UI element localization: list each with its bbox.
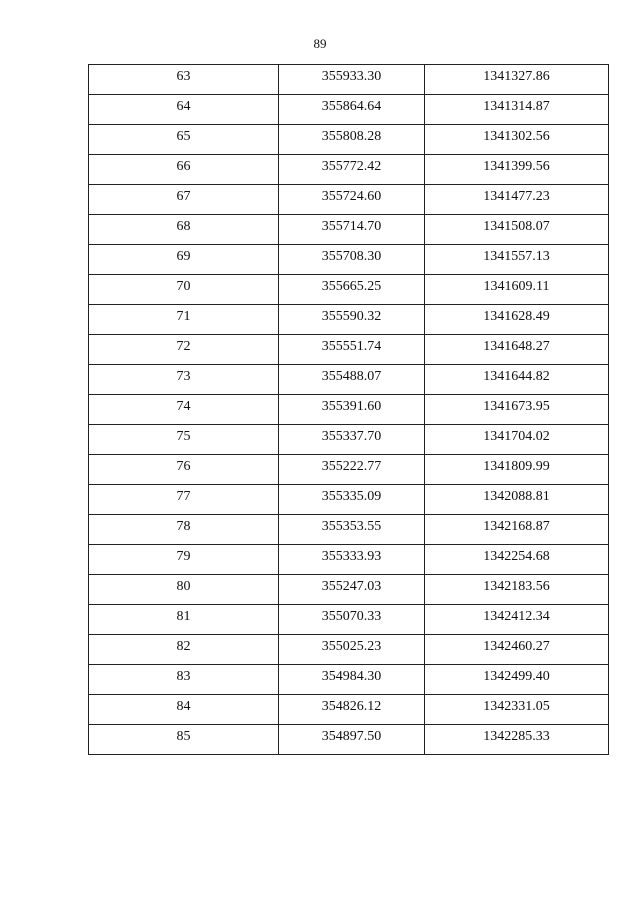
y-coordinate-cell: 1341302.56 [425,125,609,155]
point-number-cell: 75 [89,425,279,455]
point-number-cell: 69 [89,245,279,275]
y-coordinate-cell: 1342183.56 [425,575,609,605]
x-coordinate-cell: 354984.30 [279,665,425,695]
point-number-cell: 80 [89,575,279,605]
point-number-cell: 65 [89,125,279,155]
table-row [89,125,609,155]
x-coordinate-cell: 355333.93 [279,545,425,575]
point-number-cell: 74 [89,395,279,425]
y-coordinate-cell: 1341609.11 [425,275,609,305]
point-number-cell: 82 [89,635,279,665]
y-coordinate-cell: 1341557.13 [425,245,609,275]
point-number-cell: 63 [89,65,279,95]
table-row [89,455,609,485]
point-number-cell: 70 [89,275,279,305]
x-coordinate-cell: 355724.60 [279,185,425,215]
x-coordinate-cell: 355772.42 [279,155,425,185]
point-number-cell: 77 [89,485,279,515]
table-body [89,65,609,755]
table-row [89,605,609,635]
x-coordinate-cell: 354897.50 [279,725,425,755]
x-coordinate-cell: 355335.09 [279,485,425,515]
x-coordinate-cell: 355353.55 [279,515,425,545]
y-coordinate-cell: 1341399.56 [425,155,609,185]
y-coordinate-cell: 1342168.87 [425,515,609,545]
point-number-cell: 83 [89,665,279,695]
x-coordinate-cell: 355864.64 [279,95,425,125]
y-coordinate-cell: 1341673.95 [425,395,609,425]
point-number-cell: 68 [89,215,279,245]
x-coordinate-cell: 354826.12 [279,695,425,725]
coordinates-table [88,64,609,755]
y-coordinate-cell: 1341477.23 [425,185,609,215]
table-row [89,545,609,575]
table-row [89,485,609,515]
y-coordinate-cell: 1341314.87 [425,95,609,125]
table-row [89,335,609,365]
table-row [89,275,609,305]
y-coordinate-cell: 1342412.34 [425,605,609,635]
table-row [89,215,609,245]
y-coordinate-cell: 1342088.81 [425,485,609,515]
point-number-cell: 76 [89,455,279,485]
table-row [89,575,609,605]
x-coordinate-cell: 355070.33 [279,605,425,635]
y-coordinate-cell: 1341327.86 [425,65,609,95]
y-coordinate-cell: 1341809.99 [425,455,609,485]
x-coordinate-cell: 355590.32 [279,305,425,335]
x-coordinate-cell: 355247.03 [279,575,425,605]
y-coordinate-cell: 1342254.68 [425,545,609,575]
point-number-cell: 66 [89,155,279,185]
table-row [89,185,609,215]
table-row [89,635,609,665]
table-row [89,365,609,395]
table-row [89,695,609,725]
point-number-cell: 84 [89,695,279,725]
x-coordinate-cell: 355714.70 [279,215,425,245]
point-number-cell: 72 [89,335,279,365]
table-row [89,245,609,275]
y-coordinate-cell: 1341628.49 [425,305,609,335]
y-coordinate-cell: 1341508.07 [425,215,609,245]
table-row [89,725,609,755]
page-number: 89 [313,36,327,51]
y-coordinate-cell: 1342460.27 [425,635,609,665]
table-row [89,305,609,335]
point-number-cell: 73 [89,365,279,395]
point-number-cell: 85 [89,725,279,755]
x-coordinate-cell: 355933.30 [279,65,425,95]
x-coordinate-cell: 355025.23 [279,635,425,665]
y-coordinate-cell: 1341704.02 [425,425,609,455]
point-number-cell: 81 [89,605,279,635]
x-coordinate-cell: 355708.30 [279,245,425,275]
point-number-cell: 64 [89,95,279,125]
y-coordinate-cell: 1342499.40 [425,665,609,695]
point-number-cell: 79 [89,545,279,575]
x-coordinate-cell: 355488.07 [279,365,425,395]
table-row [89,65,609,95]
table-row [89,155,609,185]
table-row [89,95,609,125]
table-row [89,395,609,425]
point-number-cell: 78 [89,515,279,545]
point-number-cell: 67 [89,185,279,215]
y-coordinate-cell: 1341644.82 [425,365,609,395]
table-row [89,425,609,455]
table-row [89,665,609,695]
y-coordinate-cell: 1342285.33 [425,725,609,755]
y-coordinate-cell: 1341648.27 [425,335,609,365]
x-coordinate-cell: 355222.77 [279,455,425,485]
x-coordinate-cell: 355665.25 [279,275,425,305]
y-coordinate-cell: 1342331.05 [425,695,609,725]
table-row [89,515,609,545]
x-coordinate-cell: 355551.74 [279,335,425,365]
x-coordinate-cell: 355391.60 [279,395,425,425]
x-coordinate-cell: 355808.28 [279,125,425,155]
x-coordinate-cell: 355337.70 [279,425,425,455]
point-number-cell: 71 [89,305,279,335]
